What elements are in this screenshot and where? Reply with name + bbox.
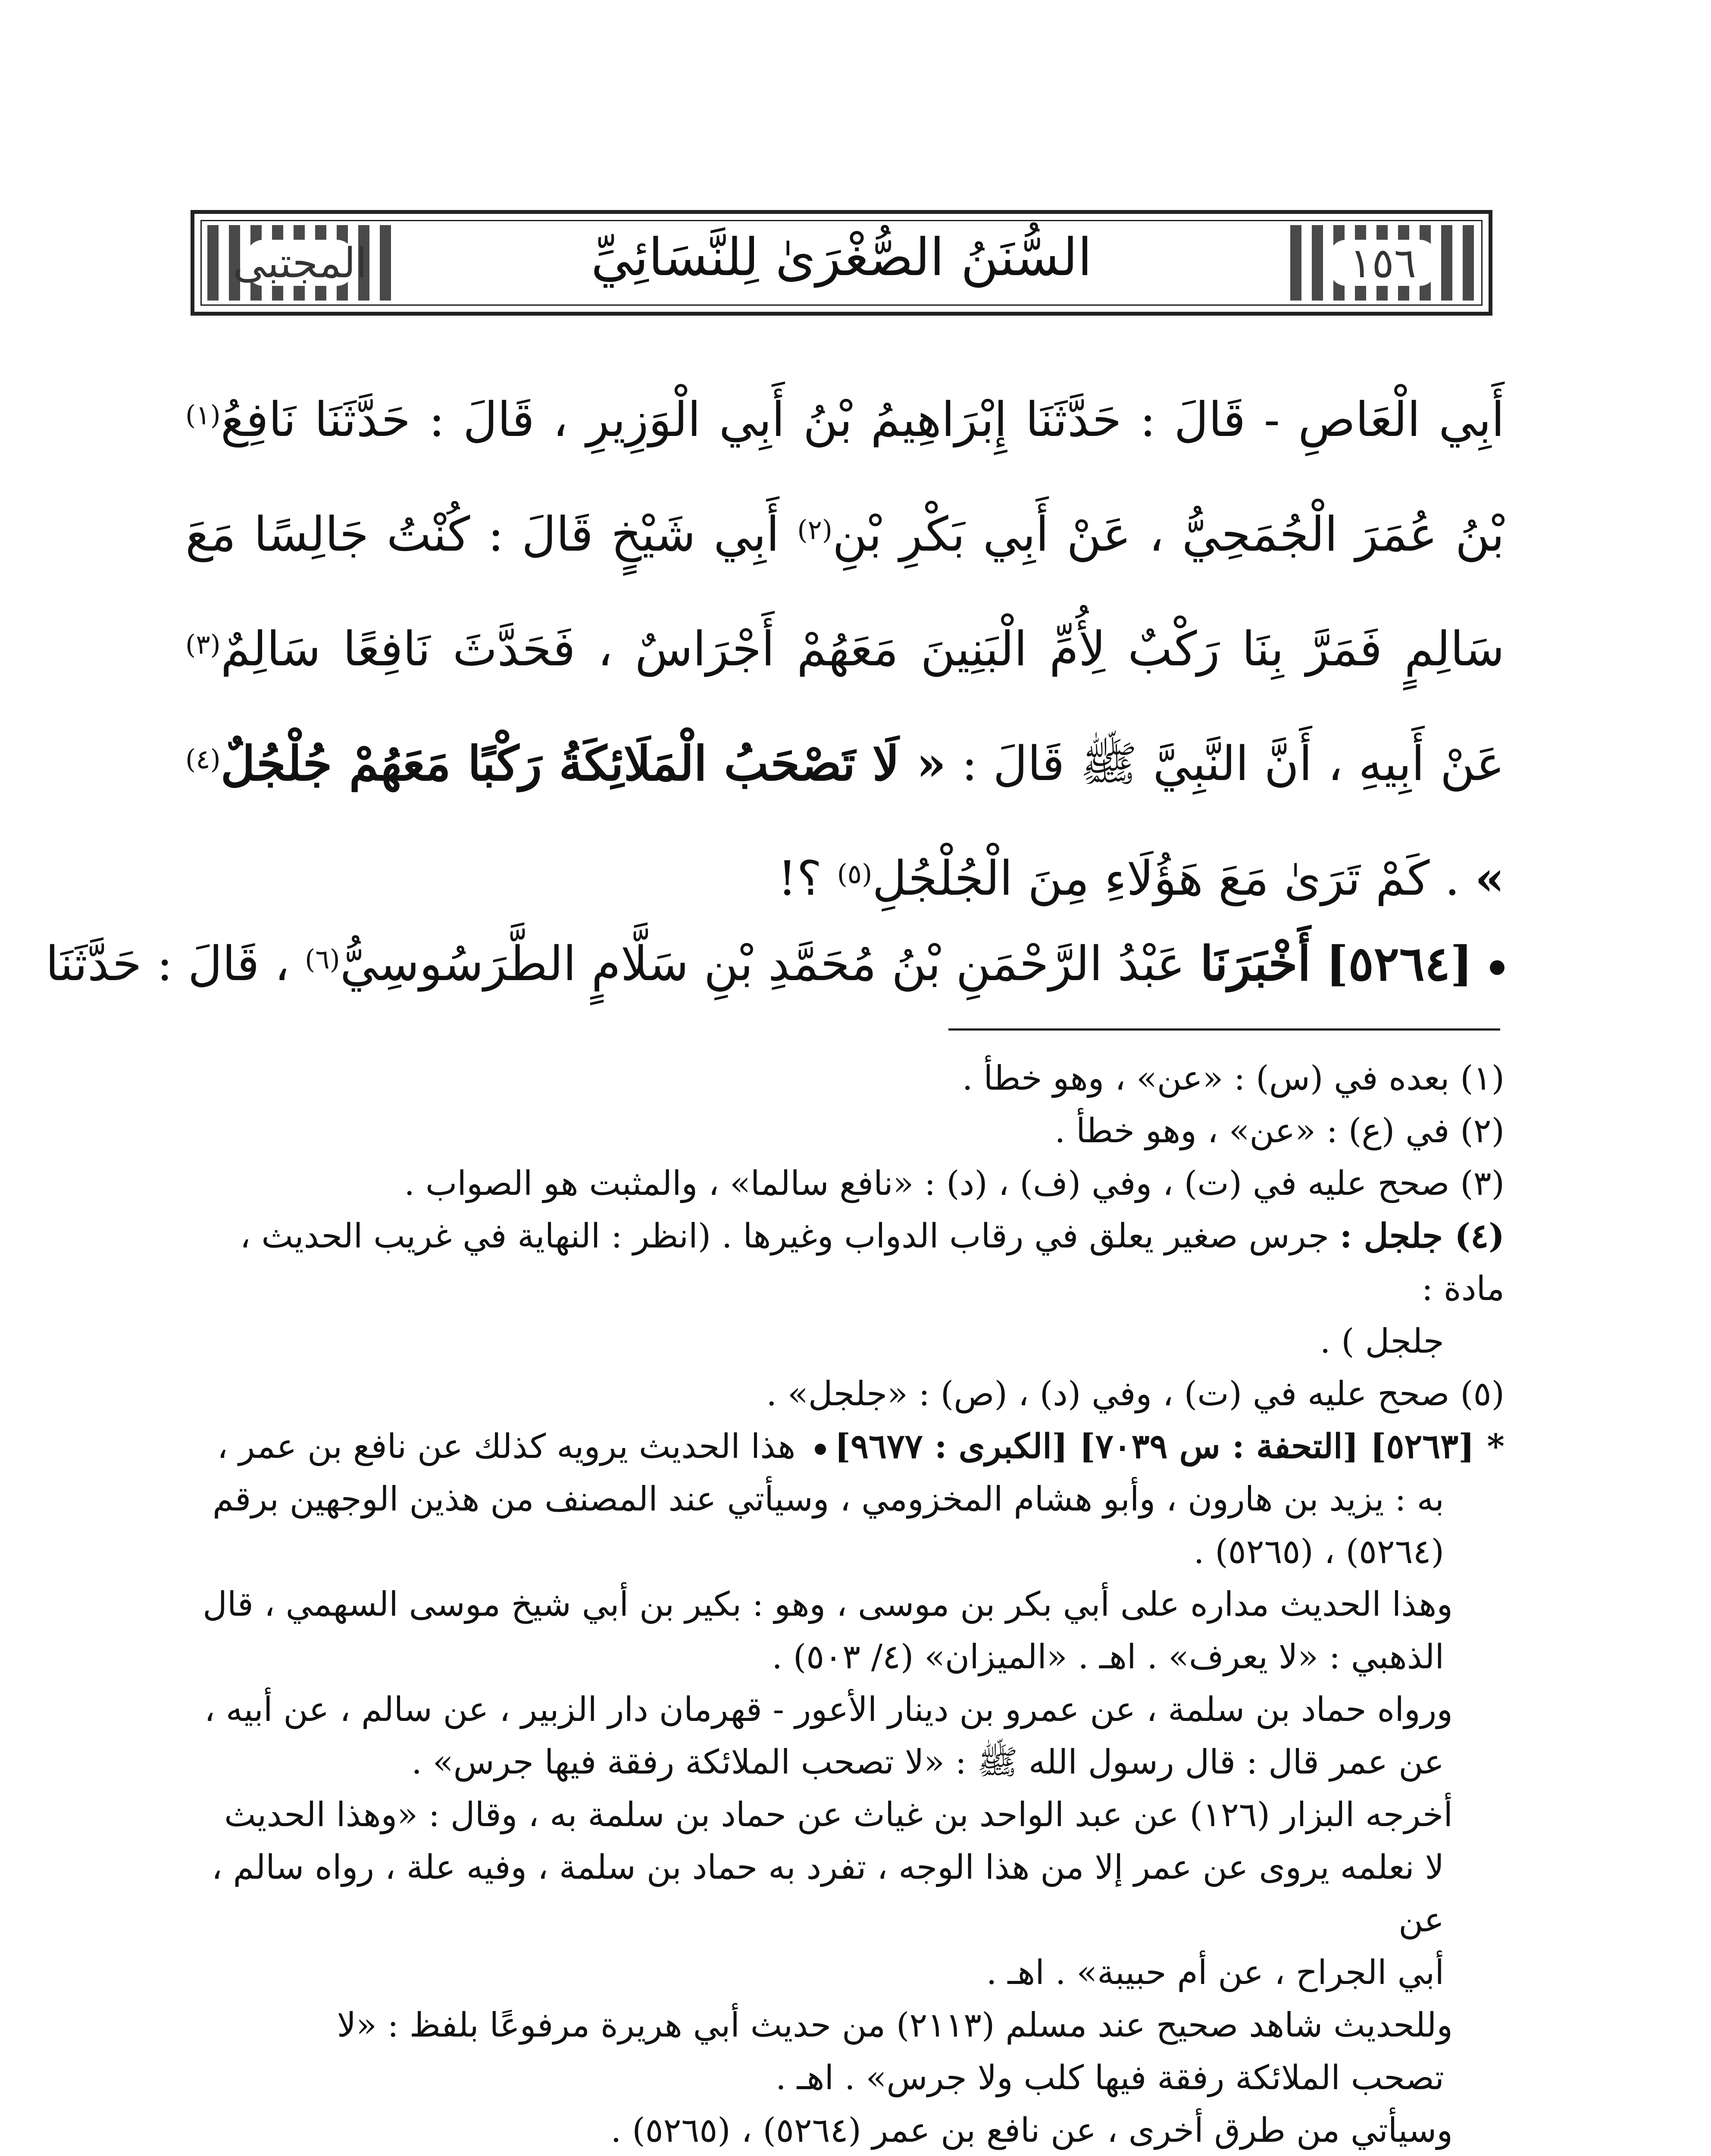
footnote-ref[interactable]: (٥) [837,858,873,890]
footnote-ref[interactable]: (٢) [797,514,832,545]
running-header [191,210,1492,316]
page-number-ornament [1290,225,1476,301]
footnote-3: (٣) صحح عليه في (ت) ، وفي (ف) ، (د) : «نافع سالما» ، والمثبت هو الصواب . [404,1164,1505,1203]
hadith-paragraph: أَبِي الْعَاصِ - قَالَ : حَدَّثَنَا إِبْرَاهِيمُ بْنُ أَبِي الْوَزِيرِ ، قَالَ : حَدَّثَنَا نَافِعُ$^{(١)}$ بْنُ عُمَرَ الْجُمَحِيُّ ، عَنْ أَبِي بَكْرِ بْنِ$^{(٢)}$ أَبِي شَيْخٍ قَالَ : كُنْتُ جَالِسًا مَعَ سَالِمٍ فَمَرَّ بِنَا رَكْبٌ لِأُمِّ الْبَنِينَ مَعَهُمْ أَجْرَاسٌ ، فَحَدَّثَ نَافِعًا سَالِمٌ$^{(٣)}$ عَنْ أَبِيهِ ، أَنَّ النَّبِيَّ ﷺ قَالَ : « لَا تَصْحَبُ الْمَلَائِكَةُ رَكْبًا مَعَهُمْ جُلْجُلٌ$^{(٤)}$ » . كَمْ تَرَىٰ مَعَ هَؤُلَاءِ مِنَ الْجُلْجُلِ$^{(٥)}$ ؟! [185,392,1505,906]
footnote-divider [948,1028,1500,1031]
footnote-5: (٥) صحح عليه في (ت) ، وفي (د) ، (ص) : «جلجل» . [766,1375,1505,1413]
bullet-icon [1490,960,1505,975]
hadith-number: [٥٢٦٤] [1326,936,1473,991]
book-name: المجتبى [233,238,367,287]
footnote-4: (٤) جلجل : جرس صغير يعلق في رقاب الدواب وغيرها . (انظر : النهاية في غريب الحديث ، مادة : [240,1216,1505,1308]
akhbarana: أَخْبَرَنَا [1200,936,1311,991]
footnote-ref[interactable]: (٣) [185,629,221,660]
footnote-ref[interactable]: (٤) [185,743,221,775]
prophetic-quote: « لَا تَصْحَبُ الْمَلَائِكَةُ رَكْبًا مَعَهُمْ جُلْجُلٌ [220,736,946,791]
asterisk-icon: * [1487,1427,1505,1466]
footnote-ref[interactable]: (١) [185,399,221,431]
footnote-2: (٢) في (ع) : «عن» ، وهو خطأ . [1054,1112,1505,1150]
dot-icon [815,1444,826,1455]
footnote-1: (١) بعده في (س) : «عن» ، وهو خطأ . [962,1059,1505,1098]
footnotes: (١) بعده في (س) : «عن» ، وهو خطأ . (٢) في (ع) : «عن» ، وهو خطأ . (٣) صحح عليه في (ت) ، وفي (ف) ، (د) : «نافع سالما» ، والمثبت هو الصواب . (٤) جلجل : جرس صغير يعلق في رقاب الدواب وغيرها . (انظر : النهاية في غريب الحديث ، مادة : جلجل ) . (٥) صحح عليه في (ت) ، وفي (د) ، (ص) : «جلجل» . *[٥٢٦٣] [التحفة : س ٧٠٣٩] [الكبرى : ٩٦٧٧] هذا الحديث يرويه كذلك عن نافع بن عمر ، به : يزيد بن هارون ، وأبو هشام المخزومي ، وسيأتي عند المصنف من هذين الوجهين برقم (٥٢٦٤) ، (٥٢٦٥) . وهذا الحديث مداره على أبي بكر بن موسى ، وهو : بكير بن أبي شيخ موسى السهمي ، قال الذهبي : «لا يعرف» . اهـ . «الميزان» (٤/ ٥٠٣) . ورواه حماد بن سلمة ، عن عمرو بن دينار الأعور - قهرمان دار الزبير ، عن سالم ، عن أبيه ، عن عمر قال : قال رسول الله ﷺ : «لا تصحب الملائكة رفقة فيها جرس» . أخرجه البزار (١٢٦) عن عبد الواحد بن غياث عن حماد بن سلمة به ، وقال : «وهذا الحديث لا نعلمه يروى عن عمر إلا من هذا الوجه ، تفرد به حماد بن سلمة ، وفيه علة ، رواه سالم ، عن أبي الجراح ، عن أم حبيبة» . اهـ . وللحديث شاهد صحيح عند مسلم (٢١١٣) من حديث أبي هريرة مرفوعًا بلفظ : «لا تصحب الملائكة رفقة فيها كلب ولا جرس» . اهـ . وسيأتي من طرق أخرى ، عن نافع بن عمر (٥٢٦٤) ، (٥٢٦٥) . [185,1052,1505,2156]
book-name-ornament [207,225,393,301]
hadith-text [185,362,1505,936]
footnote-ref[interactable]: (٦) [305,943,340,975]
page-title: السُّنَنُ الصُّغْرَىٰ لِلنَّسَائِيِّ [591,228,1092,288]
footnote-4-continued: جلجل ) . [1320,1322,1444,1361]
page-number: ١٥٦ [1349,238,1417,287]
hadith-entry-5264: [٥٢٦٤] أَخْبَرَنَا عَبْدُ الرَّحْمَنِ بْنُ مُحَمَّدِ بْنِ سَلَّامٍ الطَّرَسُوسِيُّ$^{(٦)}$ ، قَالَ : حَدَّثَنَا [185,929,1505,998]
takhrij-label: [٥٢٦٣] [التحفة : س ٧٠٣٩] [الكبرى : ٩٦٧٧] [835,1427,1474,1466]
takhrij-note: *[٥٢٦٣] [التحفة : س ٧٠٣٩] [الكبرى : ٩٦٧٧] هذا الحديث يرويه كذلك عن نافع بن عمر ، [185,1420,1505,1473]
